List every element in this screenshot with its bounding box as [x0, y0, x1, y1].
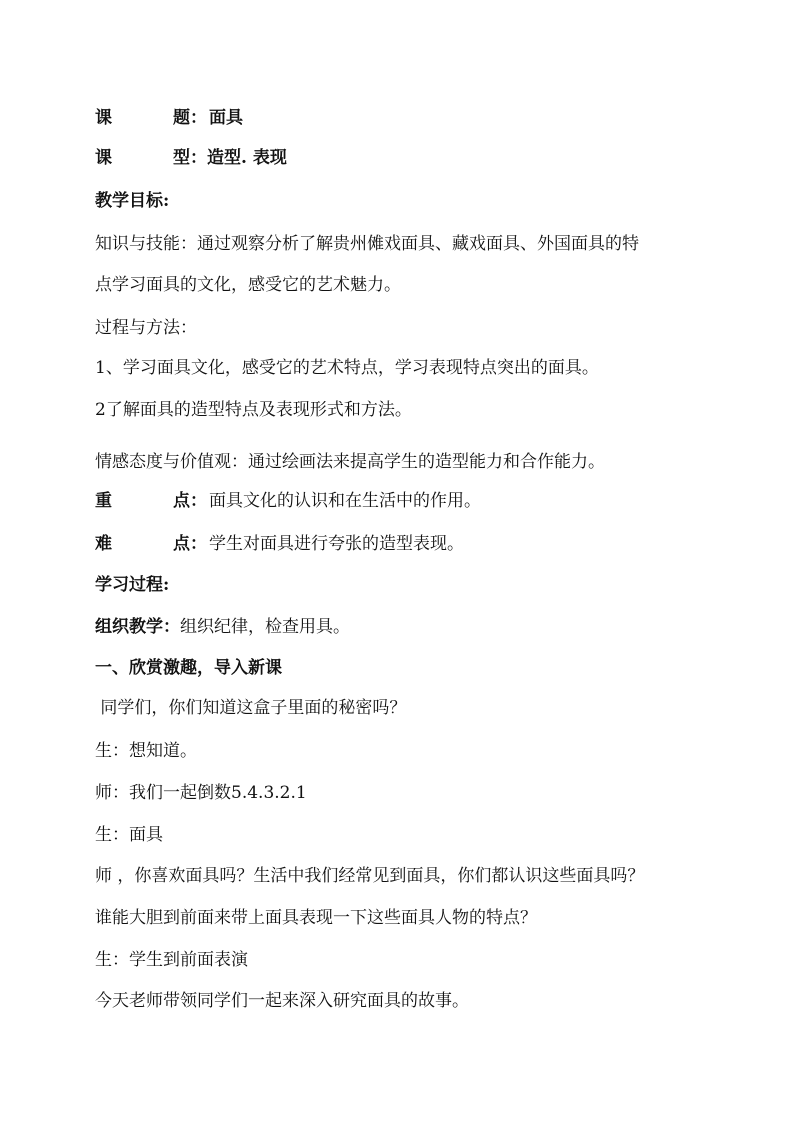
type-label-b: 型： — [173, 148, 207, 168]
dialogue-line: 谁能大胆到前面来带上面具表现一下这些面具人物的特点？ — [95, 908, 537, 928]
dialogue-line: 今天老师带领同学们一起来深入研究面具的故事。 — [95, 991, 469, 1011]
process-item-2: 2了解面具的造型特点及表现形式和方法。 — [95, 400, 412, 420]
type-label-a: 课 — [95, 148, 112, 168]
key-point-value: 面具文化的认识和在生活中的作用。 — [209, 491, 481, 511]
process-item-1: 1、学习面具文化，感受它的艺术特点，学习表现特点突出的面具。 — [95, 358, 599, 378]
knowledge-line-2: 点学习面具的文化，感受它的艺术魅力。 — [95, 275, 401, 295]
organize-line — [95, 615, 735, 639]
topic-label-a: 课 — [95, 108, 112, 128]
topic-value: 面具 — [209, 108, 243, 128]
dialogue-line: 师 ，你喜欢面具吗？生活中我们经常见到面具，你们都认识这些面具吗？ — [95, 866, 645, 886]
learning-heading: 学习过程: — [95, 575, 170, 595]
knowledge-line-1: 知识与技能：通过观察分析了解贵州傩戏面具、藏戏面具、外国面具的特 — [95, 234, 639, 254]
objectives-heading: 教学目标: — [95, 191, 170, 211]
key-point-label-b: 点： — [173, 491, 207, 511]
dialogue-line: 师：我们一起倒数5.4.3.2.1 — [95, 783, 307, 803]
organize-value: 组织纪律，检查用具。 — [180, 617, 350, 637]
difficulty-label-b: 点： — [173, 534, 207, 554]
topic-label-b: 题： — [173, 108, 207, 128]
type-line — [95, 146, 735, 170]
dialogue-line: 生：学生到前面表演 — [95, 950, 248, 970]
type-value: 造型. 表现 — [207, 148, 287, 168]
difficulty-line — [95, 532, 735, 556]
key-point-label-a: 重 — [95, 491, 112, 511]
topic-line — [95, 106, 735, 130]
emotion-line: 情感态度与价值观：通过绘画法来提高学生的造型能力和合作能力。 — [95, 452, 605, 472]
organize-label: 组织教学： — [95, 617, 180, 637]
dialogue-line: 同学们，你们知道这盒子里面的秘密吗？ — [95, 698, 407, 718]
process-heading: 过程与方法： — [95, 318, 197, 338]
dialogue-line: 生：面具 — [95, 825, 163, 845]
difficulty-value: 学生对面具进行夸张的造型表现。 — [209, 534, 464, 554]
dialogue-line: 生：想知道。 — [95, 741, 197, 761]
difficulty-label-a: 难 — [95, 534, 112, 554]
key-point-line — [95, 489, 735, 513]
section-1-heading: 一、欣赏激趣，导入新课 — [95, 658, 282, 678]
